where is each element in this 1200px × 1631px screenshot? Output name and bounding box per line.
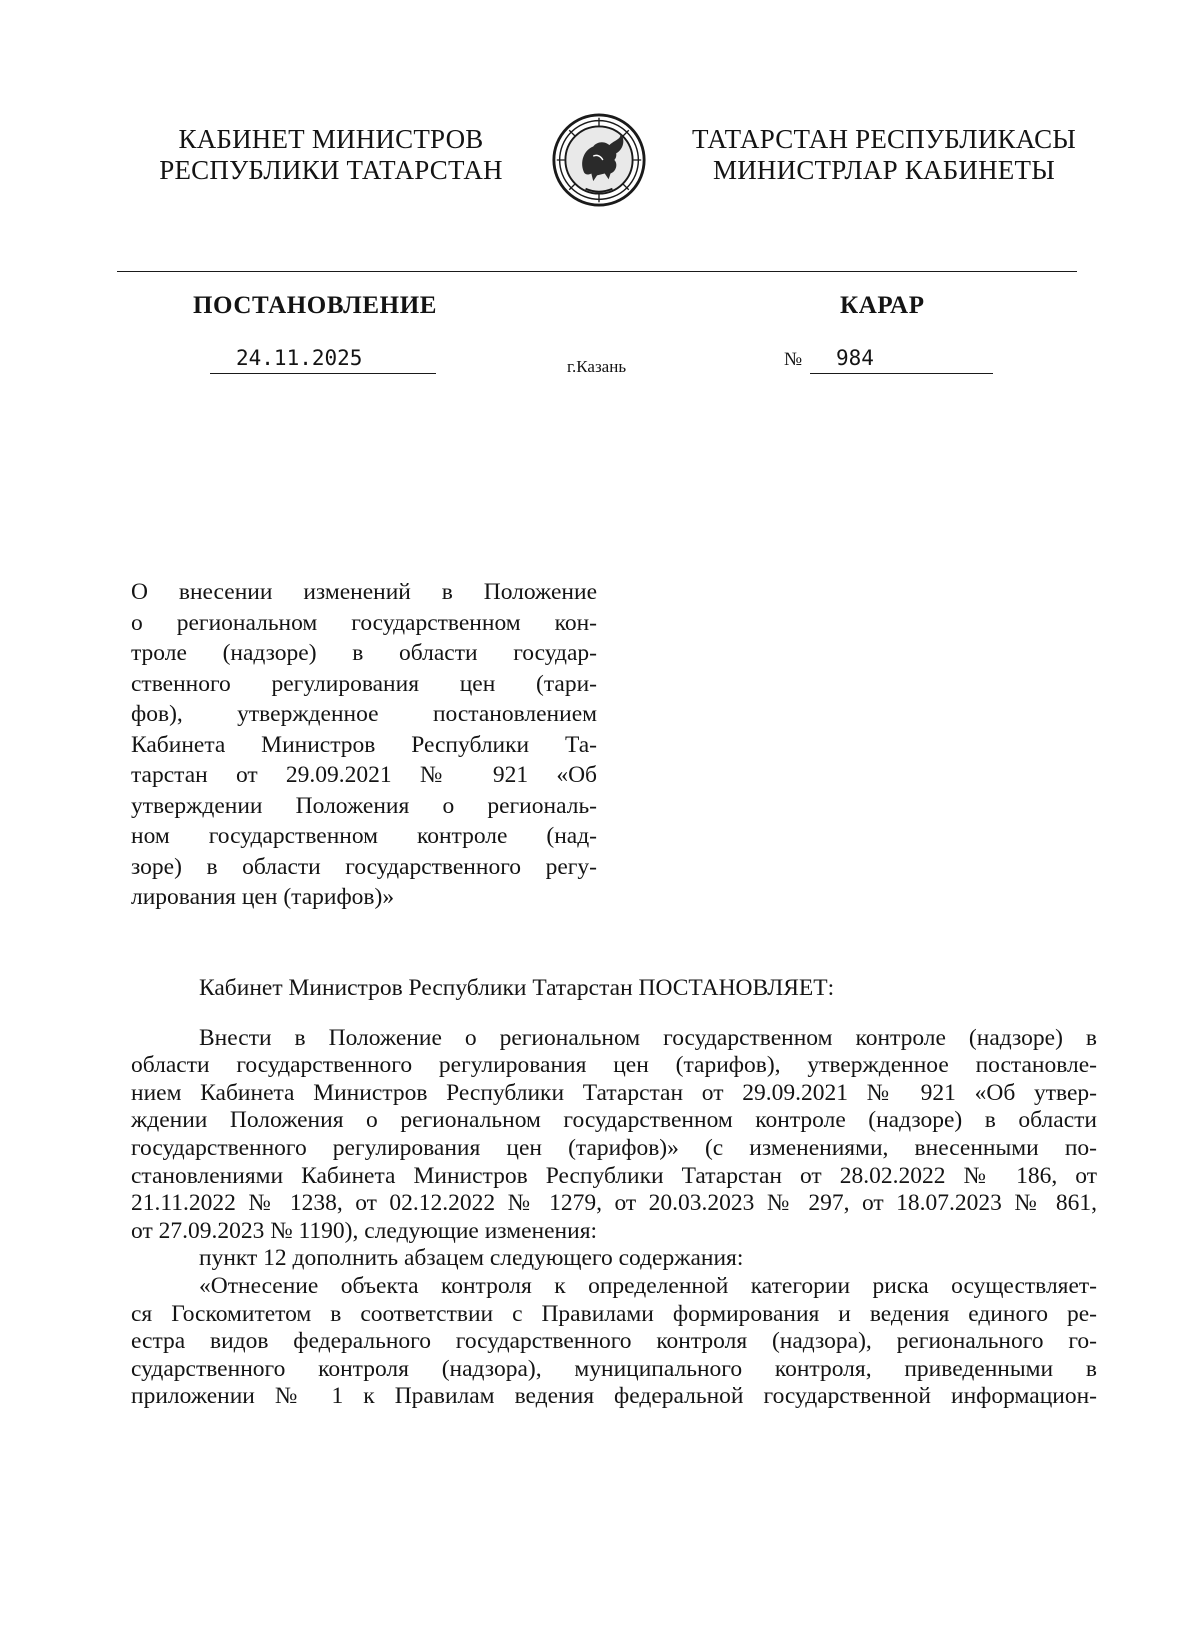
title-line: зоре) в области государственного регу-	[131, 853, 597, 880]
tatarstan-coat-of-arms-icon	[551, 112, 647, 208]
doc-type-ru: ПОСТАНОВЛЕНИЕ	[193, 292, 438, 319]
body-line: государственного регулирования цен (тарифов)» (с изменениями, внесенными по-	[131, 1134, 1097, 1161]
document-body	[131, 975, 1097, 1411]
title-line: тарстан от 29.09.2021 № 921 «Об	[131, 762, 597, 788]
body-line: Внести в Положение о региональном государственном контроле (надзоре) в	[199, 1024, 1097, 1051]
body-line: становлениями Кабинета Министров Республики Татарстан от 28.02.2022 № 186, от	[131, 1162, 1097, 1189]
title-line: фов), утвержденное постановлением	[131, 701, 597, 727]
document-date: 24.11.2025	[236, 346, 363, 370]
paragraph-point-12	[131, 1245, 1097, 1273]
number-sign: №	[784, 349, 803, 370]
doc-type-tt: КАРАР	[840, 292, 925, 319]
body-line: ся Госкомитетом в соответствии с Правилами формирования и ведения единого ре-	[131, 1300, 1097, 1327]
header-right-line-2: МИНИСТРЛАР КАБИНЕТЫ	[713, 155, 1055, 185]
title-line: лирования цен (тарифов)»	[131, 884, 395, 910]
title-line: утверждении Положения о региональ-	[131, 792, 597, 819]
body-line: нием Кабинета Министров Республики Татарстан от 29.09.2021 № 921 «Об утвер-	[131, 1079, 1097, 1106]
body-line: от 27.09.2023 № 1190), следующие изменения:	[131, 1217, 598, 1244]
body-line: естра видов федерального государственного контроля (надзора), регионального го-	[131, 1328, 1097, 1355]
title-line: ном государственном контроле (над-	[131, 823, 597, 849]
body-line: области государственного регулирования цен (тарифов), утвержденное постановле-	[131, 1052, 1097, 1079]
title-line: ственного регулирования цен (тари-	[131, 670, 597, 697]
body-line: ждении Положения о региональном государственном контроле (надзоре) в области	[131, 1107, 1097, 1134]
header-right-line-1: ТАТАРСТАН РЕСПУБЛИКАСЫ	[691, 124, 1077, 154]
body-line: пункт 12 дополнить абзацем следующего содержания:	[199, 1245, 744, 1272]
number-underline	[810, 373, 993, 374]
header-right-authority	[684, 124, 1084, 186]
document-title	[131, 577, 597, 913]
document-number: 984	[836, 346, 874, 370]
header-left-line-2: РЕСПУБЛИКИ ТАТАРСТАН	[159, 155, 503, 185]
body-line: приложении № 1 к Правилам ведения федеральной государственной информацион-	[131, 1383, 1097, 1410]
header-left-authority	[131, 124, 531, 186]
title-line: О внесении изменений в Положение	[131, 579, 597, 605]
decree-statement: Кабинет Министров Республики Татарстан ПОСТАНОВЛЯЕТ:	[199, 975, 835, 1001]
title-line: Кабинета Министров Республики Та-	[131, 731, 597, 758]
date-underline	[210, 373, 436, 374]
body-line: 21.11.2022 № 1238, от 02.12.2022 № 1279, от 20.03.2023 № 297, от 18.07.2023 № 861,	[131, 1190, 1097, 1217]
title-line: о региональном государственном кон-	[131, 609, 597, 636]
body-line: сударственного контроля (надзора), муниципального контроля, приведенными в	[131, 1355, 1097, 1382]
header-divider	[117, 271, 1077, 272]
body-line: «Отнесение объекта контроля к определенной категории риска осуществляет-	[199, 1272, 1097, 1299]
paragraph-inserted-text	[131, 1273, 1097, 1411]
document-city: г.Казань	[567, 357, 627, 376]
header-left-line-1: КАБИНЕТ МИНИСТРОВ	[178, 124, 484, 154]
title-line: троле (надзоре) в области государ-	[131, 640, 597, 666]
paragraph-amendment	[131, 1025, 1097, 1246]
